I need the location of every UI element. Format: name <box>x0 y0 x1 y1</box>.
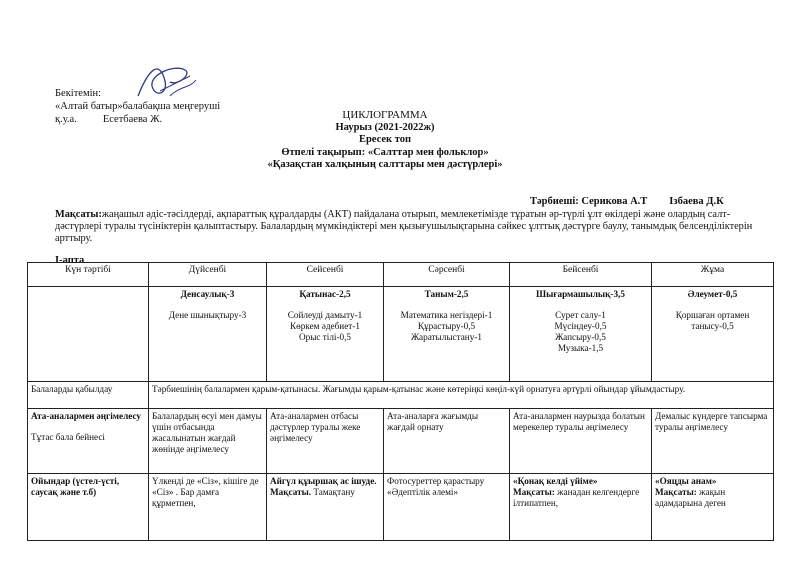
month-line: Наурыз (2021-2022ж) <box>335 121 435 133</box>
subject-item: Жаратылыстану-1 <box>411 332 482 342</box>
teacher-1: Тәрбиеші: Серикова А.Т <box>530 196 648 207</box>
parents-label-2: Тұтас бала бейнесі <box>31 432 105 442</box>
document-header <box>150 109 620 172</box>
reception-text: Тәрбиешінің балалармен қарым-қатынасы. Жағымды қарым-қатынас және көтеріңкі көңіл-күй орнатуға әртүрлі ойындар ұйымдастыру. <box>149 382 774 409</box>
goal-label: Мақсаты. <box>270 487 312 497</box>
reception-row <box>28 382 774 409</box>
approval-acting: қ.у.а. <box>55 114 77 125</box>
goal-label: Мақсаты: <box>55 209 102 220</box>
col-header-friday: Жұма <box>652 263 774 287</box>
games-tuesday <box>267 474 384 541</box>
subject-title: Таным-2,5 <box>424 289 469 299</box>
theme-line: Өтпелі тақырып: «Салттар мен фольклор» <box>281 146 489 158</box>
subject-item: Қоршаған ортамен танысу-0,5 <box>675 310 750 331</box>
subjects-label-cell <box>28 287 149 382</box>
subjects-wednesday <box>384 287 510 382</box>
goal-text: жанадан келгендерге ілтипатпен, <box>513 487 640 508</box>
subject-item: Музыка-1,5 <box>557 343 604 353</box>
goal-text: Тамақтану <box>313 487 355 497</box>
subject-item: Жапсыру-0,5 <box>555 332 606 342</box>
subjects-monday <box>149 287 267 382</box>
col-header-tuesday: Сейсенбі <box>267 263 384 287</box>
subject-item: Математика негіздері-1 <box>400 310 493 320</box>
approval-title: Бекітемін: <box>55 88 102 99</box>
subject-title: Денсаулық-3 <box>180 289 235 299</box>
games-label: Ойындар (үстел-үсті, саусақ және т.б) <box>28 474 149 541</box>
group-line: Ересек топ <box>358 134 412 145</box>
subtheme-line: «Қазақстан халқының салттары мен дәстүрлері» <box>267 159 503 170</box>
subjects-thursday <box>510 287 652 382</box>
schedule-table <box>27 262 774 541</box>
games-row <box>28 474 774 541</box>
approval-org: «Алтай батыр»балабақша меңгеруші <box>55 101 221 112</box>
games-wednesday: Фотосуреттер қарастыру «Әдептілік әлемі» <box>384 474 510 541</box>
games-thursday <box>510 474 652 541</box>
parents-label-cell <box>28 409 149 474</box>
parents-wednesday: Ата-аналарға жағымды жағдай орнату <box>384 409 510 474</box>
games-thursday-title: «Қонақ келді үйіме» <box>513 476 598 486</box>
parents-thursday: Ата-аналармен наурызда болатын мерекелер туралы әңгімелесу <box>510 409 652 474</box>
goal-label: Мақсаты: <box>655 487 697 497</box>
col-header-monday: Дүйсенбі <box>149 263 267 287</box>
parents-friday: Демалыс күндерге тапсырма туралы әңгімелесу <box>652 409 774 474</box>
goal-paragraph <box>55 209 755 245</box>
games-monday: Үлкенді де «Сіз», кішіге де «Сіз» . Бар дамға құрметпен, <box>149 474 267 541</box>
subjects-tuesday <box>267 287 384 382</box>
document-title: ЦИКЛОГРАММА <box>342 109 428 121</box>
parents-row <box>28 409 774 474</box>
week-label: I-апта <box>55 255 85 266</box>
subject-item: Сойлеуді дамыту-1 <box>287 310 363 320</box>
reception-label: Балаларды қабылдау <box>28 382 149 409</box>
subjects-friday <box>652 287 774 382</box>
subject-item: Сурет салу-1 <box>555 310 606 320</box>
games-tuesday-title: Айгүл құыршақ ас ішуде. <box>270 476 377 486</box>
subject-title: Қатынас-2,5 <box>299 289 351 299</box>
subjects-row <box>28 287 774 382</box>
parents-tuesday: Ата-аналармен отбасы дәстүрлер туралы жеке әңгімелесу <box>267 409 384 474</box>
goal-label: Мақсаты: <box>513 487 555 497</box>
teacher-2: Ізбаева Д.К <box>669 196 724 207</box>
goal-text: жаңашыл әдіс-тәсілдерді, ақпараттық құралдарды (АКТ) пайдалана отырып, мемлекетімізде тұратын әр-түрлі ұлт өкілдері және олардың салт-дәстүрлері туралы түсініктерін қалыптастыру. Балалардың мүмкіндіктері мен қызығушылықтарына сәйкес ұлттық дәстүрге баулу, танымдық белсенділіктерін арттыру. <box>55 209 753 244</box>
subject-item: Құрастыру-0,5 <box>417 321 476 331</box>
teachers-line <box>530 196 724 207</box>
games-friday-title: «Ояцды анам» <box>655 476 717 486</box>
subject-item: Мүсіндеу-0,5 <box>554 321 607 331</box>
subject-title: Әлеумет-0,5 <box>687 289 738 299</box>
parents-monday: Балалардың өсуі мен дамуы үшін отбасында жасалынатын жағдай жөнінде әңгімелесу <box>149 409 267 474</box>
parents-label: Ата-аналармен әңгімелесу <box>31 411 141 421</box>
subject-item: Көркем әдебиет-1 <box>290 321 360 331</box>
subject-item: Орыс тілі-0,5 <box>298 332 352 342</box>
goal-text: жақын адамдарына деген <box>655 487 726 508</box>
col-header-thursday: Бейсенбі <box>510 263 652 287</box>
table-header-row <box>28 263 774 287</box>
subject-item: Дене шынықтыру-3 <box>168 310 247 320</box>
approval-name: Есетбаева Ж. <box>102 114 163 125</box>
col-header-schedule: Күн тәртібі <box>28 263 149 287</box>
games-friday <box>652 474 774 541</box>
subject-title: Шығармашылық-3,5 <box>536 289 625 299</box>
col-header-wednesday: Сәрсенбі <box>384 263 510 287</box>
